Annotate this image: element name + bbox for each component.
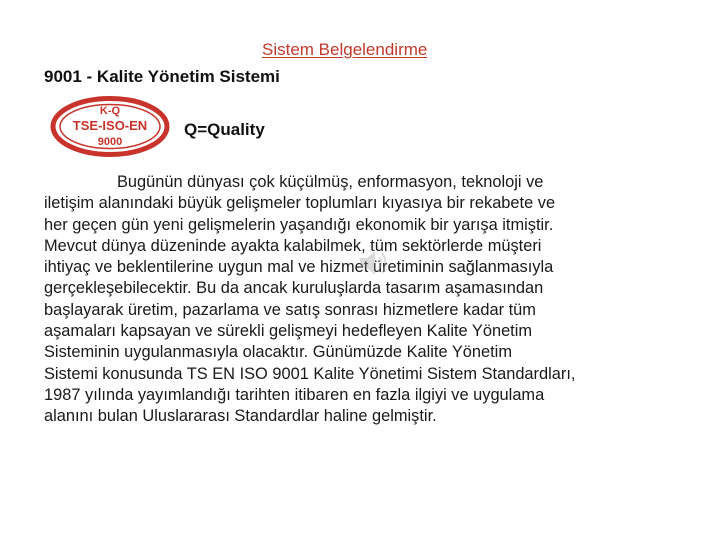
- paragraph-line: aşamaları kapsayan ve sürekli gelişmeyi hedefleyen Kalite Yönetim: [44, 322, 533, 341]
- page-title: 9001 - Kalite Yönetim Sistemi: [44, 67, 280, 86]
- paragraph-line: 1987 yılında yayımlandığı tarihten itibaren en fazla ilgiyi ve uygulama: [44, 385, 545, 404]
- speaker-icon[interactable]: [356, 246, 390, 280]
- tse-iso-logo: [50, 95, 170, 158]
- paragraph-line: başlayarak üretim, pazarlama ve satış sonrası hizmetlere kadar tüm: [44, 300, 536, 319]
- paragraph-line: her geçen gün yeni gelişmelerin yaşandığı ekonomik bir yarışa itmiştir.: [44, 215, 554, 234]
- sistem-belgelendirme-link[interactable]: Sistem Belgelendirme: [262, 40, 428, 59]
- logo-line3: 9000: [97, 136, 123, 148]
- body-paragraph: [44, 172, 684, 428]
- paragraph-line: iletişim alanındaki büyük gelişmeler toplumları kıyasıya bir rekabete ve: [44, 194, 556, 213]
- paragraph-line: Sisteminin uygulanmasıyla olacaktır. Günümüzde Kalite Yönetim: [44, 343, 512, 362]
- paragraph-line: gerçekleşebilecektir. Bu da ancak kuruluşlarda tasarım aşamasından: [44, 279, 544, 298]
- paragraph-line: alanını bulan Uluslararası Standardlar haline gelmiştir.: [44, 407, 437, 426]
- quality-label: Q=Quality: [184, 120, 265, 139]
- logo-line2: TSE-ISO-EN: [72, 118, 148, 133]
- paragraph-line: ihtiyaç ve beklentilerine uygun mal ve hizmet üretiminin sağlanmasıyla: [44, 258, 554, 277]
- logo-line1: K-Q: [99, 105, 121, 117]
- paragraph-line: Mevcut dünya düzeninde ayakta kalabilmek, tüm sektörlerde müşteri: [44, 236, 542, 255]
- paragraph-line: Bugünün dünyası çok küçülmüş, enformasyon, teknoloji ve: [117, 173, 544, 191]
- paragraph-line: Sistemi konusunda TS EN ISO 9001 Kalite Yönetimi Sistem Standardları,: [44, 364, 576, 383]
